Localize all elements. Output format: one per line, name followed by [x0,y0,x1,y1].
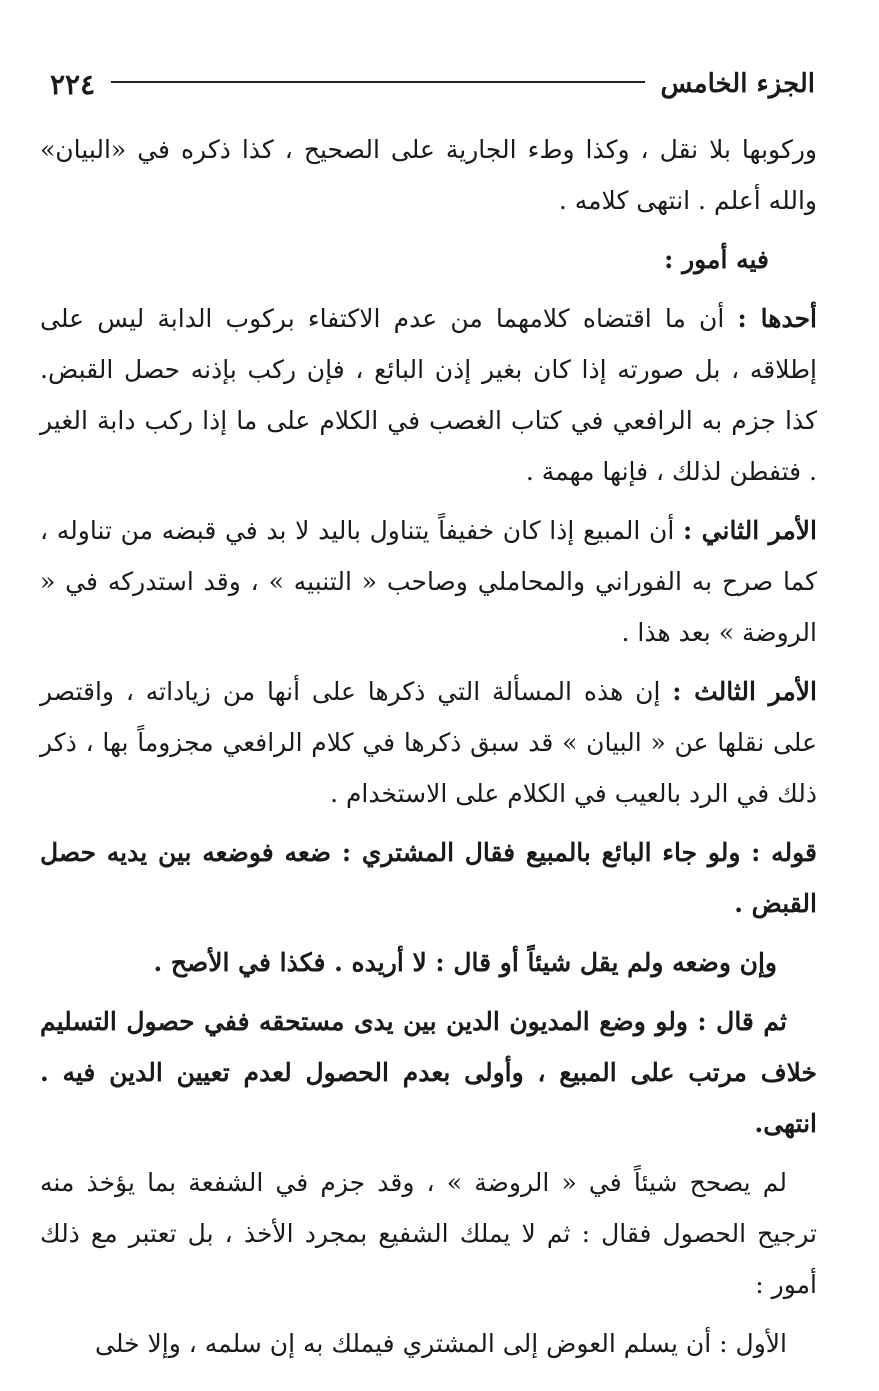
heading-text: فيه أمور : [664,245,769,274]
quoted-paragraph [40,827,817,929]
paragraph-text: إن هذه المسألة التي ذكرها على أنها من زياداته ، واقتصر على نقلها عن « البيان » قد سبق ذكرها في كلام الرافعي مجزوماً بها ، ذكر ذلك في الرد بالعيب في الكلام على الاستخدام . [40,677,817,808]
paragraph-lead: أحدها : [737,304,817,333]
book-page [40,62,817,1358]
header-rule [111,81,644,83]
paragraph-text: أن المبيع إذا كان خفيفاً يتناول باليد لا بد في قبضه من تناوله ، كما صرح به الفوراني والمحاملي وصاحب « التنبيه » ، وقد استدركه في « الروضة » بعد هذا . [40,516,817,647]
paragraph-text: لم يصحح شيئاً في « الروضة » ، وقد جزم في الشفعة بما يؤخذ منه ترجيح الحصول فقال : ثم لا يملك الشفيع بمجرد الأخذ ، بل تعتبر مع ذلك أمور : [40,1168,817,1299]
paragraph-text: الأول : أن يسلم العوض إلى المشتري فيملك به إن سلمه ، وإلا خلى [95,1329,787,1358]
quoted-paragraph [40,937,817,988]
quoted-text: قوله : ولو جاء البائع بالمبيع فقال المشتري : ضعه فوضعه بين يديه حصل القبض . [40,838,817,918]
paragraph-text: وركوبها بلا نقل ، وكذا وطء الجارية على الصحيح ، كذا ذكره في «البيان» والله أعلم . انتهى كلامه . [40,135,817,215]
page-header [40,62,817,106]
quoted-text: وإن وضعه ولم يقل شيئاً أو قال : لا أريده . فكذا في الأصح . [153,948,777,977]
part-title: الجزء الخامس [660,69,815,99]
paragraph [40,666,817,819]
page-body [40,124,817,1369]
paragraph-lead: الأمر الثاني : [683,516,817,545]
quoted-paragraph [40,996,817,1149]
section-heading [40,234,817,285]
quoted-text: ثم قال : ولو وضع المديون الدين بين يدى مستحقه ففي حصول التسليم خلاف مرتب على المبيع ، وأولى بعدم الحصول لعدم تعيين الدين فيه . انتهى. [40,1007,817,1138]
paragraph [40,124,817,226]
paragraph [40,505,817,658]
paragraph [40,1318,817,1369]
paragraph-text: أن ما اقتضاه كلامهما من عدم الاكتفاء بركوب الدابة ليس على إطلاقه ، بل صورته إذا كان بغير إذن البائع ، فإن ركب بإذنه حصل القبض. كذا جزم به الرافعي في كتاب الغصب في الكلام على ما إذا ركب دابة الغير . فتفطن لذلك ، فإنها مهمة . [40,304,817,486]
paragraph [40,1157,817,1310]
paragraph [40,293,817,497]
page-number: ٢٢٤ [50,67,96,101]
paragraph-lead: الأمر الثالث : [672,677,817,706]
